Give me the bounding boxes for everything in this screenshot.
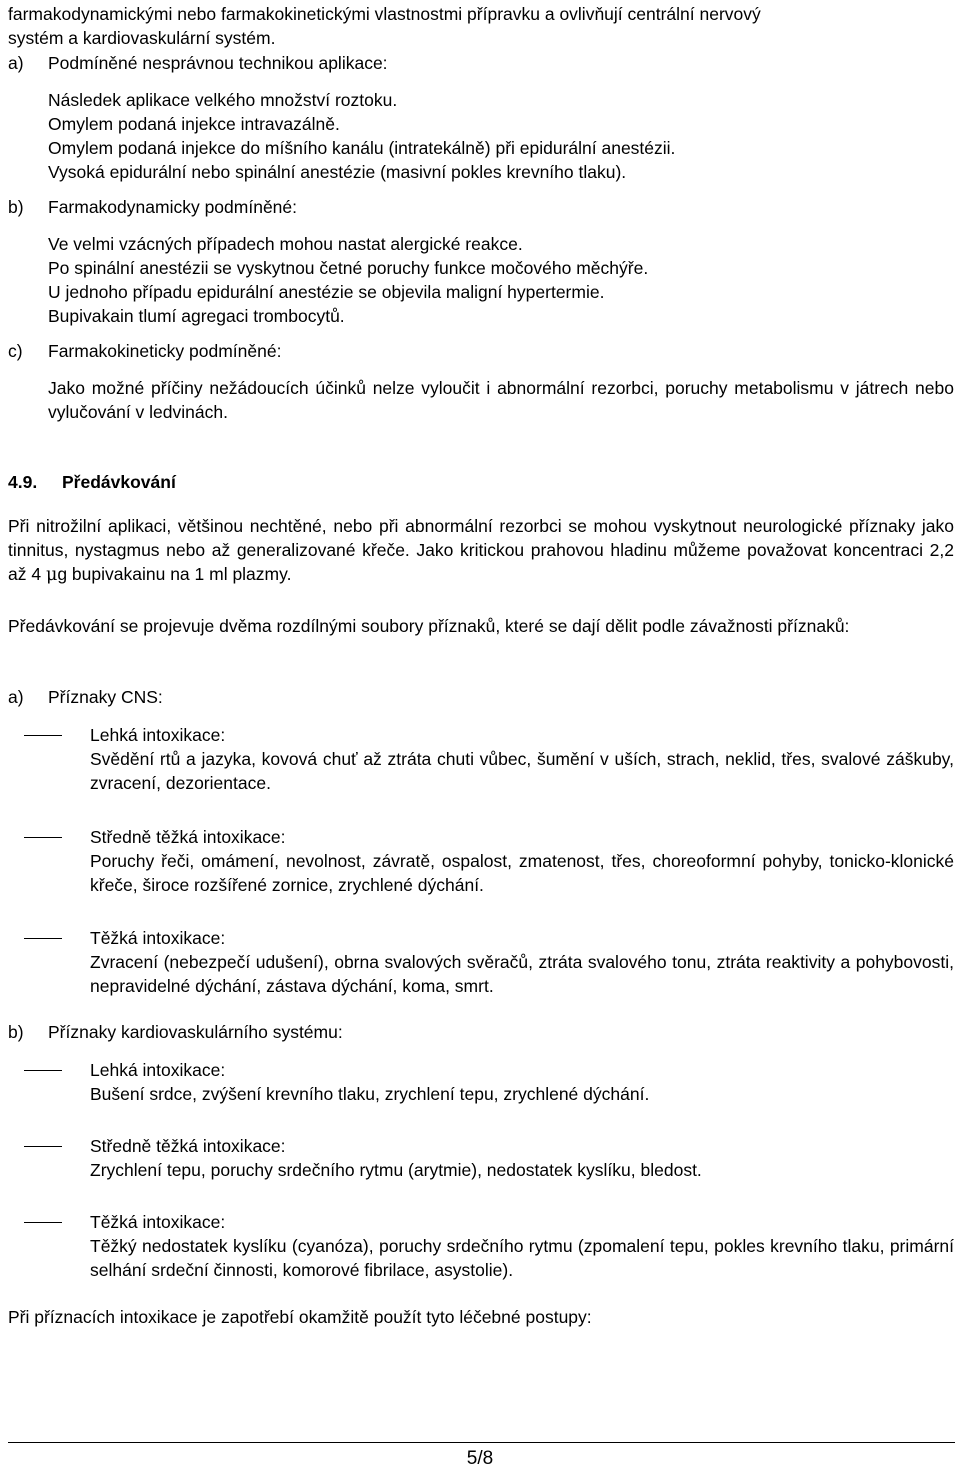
dash-bullet [24, 1146, 62, 1147]
cns-title: Příznaky CNS: [48, 687, 163, 707]
cardio-moderate-name: Středně těžká intoxikace: [90, 1136, 286, 1156]
section-c-label: c) [8, 341, 23, 361]
cardio-light-name: Lehká intoxikace: [90, 1060, 226, 1080]
cns-label: a) [8, 687, 24, 707]
overdose-text: Při nitrožilní aplikaci, většinou nechtěné, nebo při abnormální rezorbci se mohou vyskytnout neurologické příznaky jako tinnitus, nystagmus nebo až generalizované křeče. Jako kritickou prahovou hladinu můžeme považovat koncentraci 2,2 až 4 [8, 516, 954, 584]
page-number: 5/8 [466, 1448, 494, 1469]
overdose-text-end: g bupivakainu na 1 ml plazmy. [57, 564, 292, 584]
dash-bullet [24, 1070, 62, 1071]
dash-bullet [24, 735, 62, 736]
section-b-item: Ve velmi vzácných případech mohou nastat alergické reakce. [48, 234, 523, 254]
dash-bullet [24, 938, 62, 939]
section-c-title: Farmakokineticky podmíněné: [48, 341, 282, 361]
cardio-title: Příznaky kardiovaskulárního systému: [48, 1022, 343, 1042]
section-b-item: Bupivakain tlumí agregaci trombocytů. [48, 306, 345, 326]
intro-line-2: systém a kardiovaskulární systém. [8, 28, 276, 48]
footer-rule [8, 1442, 955, 1443]
cardio-label: b) [8, 1022, 24, 1042]
cns-light-name: Lehká intoxikace: [90, 725, 226, 745]
section-a-title: Podmíněné nesprávnou technikou aplikace: [48, 53, 388, 73]
cardio-severe-text: Těžký nedostatek kyslíku (cyanóza), poruchy srdečního rytmu (zpomalení tepu, pokles krevního tlaku, primární selhání srdeční činnosti, komorové fibrilace, asystolie). [90, 1236, 954, 1280]
cns-light-text: Svědění rtů a jazyka, kovová chuť až ztráta chuti vůbec, šumění v uších, strach, neklid, třes, svalové záškuby, zvracení, dezorientace. [90, 749, 954, 793]
cns-severe-name: Těžká intoxikace: [90, 928, 226, 948]
mu-symbol: μ [45, 565, 58, 585]
section-b-title: Farmakodynamicky podmíněné: [48, 197, 297, 217]
dash-bullet [24, 837, 62, 838]
section-number: 4.9. [8, 472, 38, 492]
section-a-item: Následek aplikace velkého množství roztoku. [48, 90, 398, 110]
cardio-severe-name: Těžká intoxikace: [90, 1212, 226, 1232]
cardio-moderate-text: Zrychlení tepu, poruchy srdečního rytmu (arytmie), nedostatek kyslíku, bledost. [90, 1160, 702, 1180]
cns-moderate-name: Středně těžká intoxikace: [90, 827, 286, 847]
section-a-label: a) [8, 53, 24, 73]
cns-severe-text: Zvracení (nebezpečí udušení), obrna svalových svěračů, ztráta svalového tonu, ztráta reaktivity a pohybovosti, nepravidelné dýchání, zástava dýchání, koma, smrt. [90, 952, 954, 996]
section-a-item: Omylem podaná injekce do míšního kanálu (intratekálně) při epidurální anestézii. [48, 138, 676, 158]
cardio-light-text: Bušení srdce, zvýšení krevního tlaku, zrychlení tepu, zrychlené dýchání. [90, 1084, 650, 1104]
section-a-item: Omylem podaná injekce intravazálně. [48, 114, 340, 134]
final-instruction: Při příznacích intoxikace je zapotřebí okamžitě použít tyto léčebné postupy: [8, 1307, 592, 1327]
section-b-label: b) [8, 197, 24, 217]
overdose-paragraph [8, 514, 954, 587]
section-heading: Předávkování [62, 472, 176, 492]
symptom-groups-paragraph: Předávkování se projevuje dvěma rozdílnými soubory příznaků, které se dají dělit podle závažnosti příznaků: [8, 616, 850, 636]
section-b-item: U jednoho případu epidurální anestézie se objevila maligní hypertermie. [48, 282, 605, 302]
section-a-item: Vysoká epidurální nebo spinální anestézie (masivní pokles krevního tlaku). [48, 162, 627, 182]
intro-line-1: farmakodynamickými nebo farmakokinetickými vlastnostmi přípravku a ovlivňují centrální nervový [8, 4, 761, 24]
section-b-item: Po spinální anestézii se vyskytnou četné poruchy funkce močového měchýře. [48, 258, 649, 278]
dash-bullet [24, 1222, 62, 1223]
cns-moderate-text: Poruchy řeči, omámení, nevolnost, závratě, ospalost, zmatenost, třes, choreoformní pohyby, tonicko-klonické křeče, široce rozšířené zornice, zrychlené dýchání. [90, 851, 954, 895]
section-c-text: Jako možné příčiny nežádoucích účinků nelze vyloučit i abnormální rezorbci, poruchy metabolismu v játrech nebo vylučování v ledvinách. [48, 378, 954, 422]
